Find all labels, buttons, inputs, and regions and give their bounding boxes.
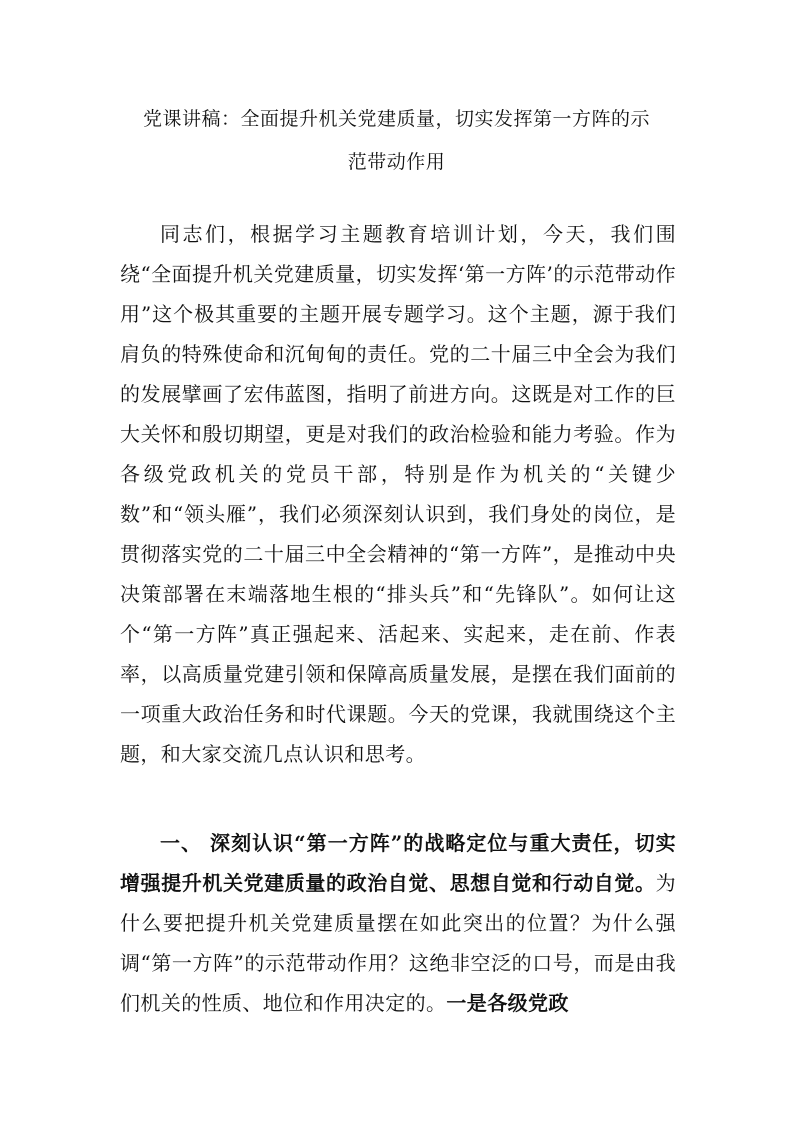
title-line-1: 党课讲稿：全面提升机关党建质量，切实发挥第一方阵的示 [142,108,650,130]
section-1-point-1-start: 一是各级党政 [446,991,569,1015]
title-line-2: 范带动作用 [347,151,446,173]
intro-paragraph: 同志们，根据学习主题教育培训计划，今天，我们围绕“全面提升机关党建质量，切实发挥‘第一方阵’的示范带动作用”这个极其重要的主题开展专题学习。这个主题，源于我们肩负的特殊使命和沉甸甸的责任。党的二十届三中全会为我们的发展擘画了宏伟蓝图，指明了前进方向。这既是对工作的巨大关怀和殷切期望，更是对我们的政治检验和能力考验。作为各级党政机关的党员干部，特别是作为机关的“关键少数”和“领头雁”，我们必须深刻认识到，我们身处的岗位，是贯彻落实党的二十届三中全会精神的“第一方阵”，是推动中央决策部署在末端落地生根的“排头兵”和“先锋队”。如何让这个“第一方阵”真正强起来、活起来、实起来，走在前、作表率，以高质量党建引领和保障高质量发展，是摆在我们面前的一项重大政治任务和时代课题。今天的党课，我就围绕这个主题，和大家交流几点认识和思考。 [120,222,676,766]
document-title [100,98,693,184]
section-1-heading: 一、 深刻认识“第一方阵”的战略定位与重大责任，切实增强提升机关党建质量的政治自觉、思想自觉和行动自觉。 [120,831,676,895]
section-1-paragraph [120,823,676,1023]
section-1-text: 为什么要把提升机关党建质量摆在如此突出的位置？为什么强调“第一方阵”的示范带动作用？这绝非空泛的口号，而是由我们机关的性质、地位和作用决定的。 [120,871,676,1015]
